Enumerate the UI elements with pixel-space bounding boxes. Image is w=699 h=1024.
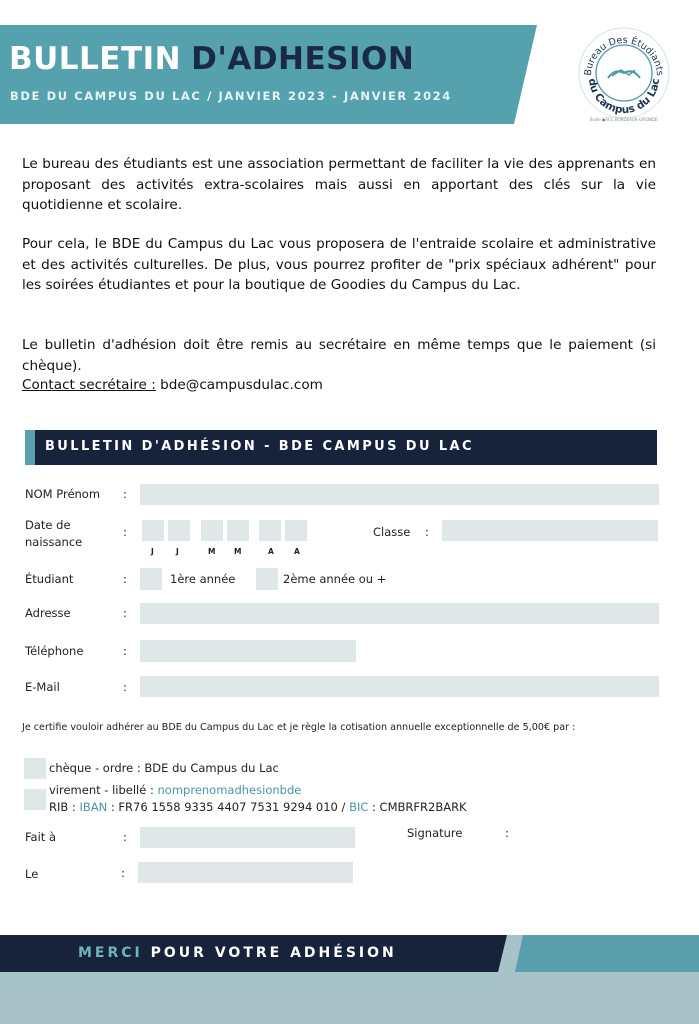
classe-label: Classe: [373, 525, 411, 539]
header-banner: [0, 25, 537, 124]
etudiant-label: Étudiant: [25, 572, 74, 586]
intro-paragraph-2: Pour cela, le BDE du Campus du Lac vous proposera de l'entraide scolaire et administrative et des activités culturelles. De plus, vous pourrez profiter de "prix spéciaux adhérent" pour les soirées étudiantes et pour la boutique de Goodies du Campus du Lac.: [22, 236, 656, 293]
date-label-line2: naissance: [25, 535, 83, 549]
option-second-year-checkbox[interactable]: [256, 568, 278, 590]
logo-text-top: Bureau Des Étudiants: [582, 34, 666, 77]
contact-label: Contact secrétaire :: [22, 377, 156, 393]
page-title: [9, 41, 414, 77]
virement-prefix: virement - libellé :: [49, 783, 154, 797]
nom-label: NOM Prénom: [25, 487, 101, 501]
contact-line: [22, 375, 323, 395]
cheque-label: chèque - ordre : BDE du Campus du Lac: [49, 761, 279, 775]
date-year-2[interactable]: [285, 520, 307, 541]
nom-field[interactable]: [140, 484, 659, 505]
intro-paragraph-1: Le bureau des étudiants est une association permettant de faciliter la vie des apprenants en proposant des activités extra-scolaires mais aussi en apportant des clés sur la vie quotidienne et scolaire.: [22, 156, 656, 213]
telephone-colon: :: [123, 644, 127, 658]
date-letter-a2: A: [294, 547, 300, 556]
le-field[interactable]: [138, 862, 353, 883]
le-colon: :: [121, 866, 125, 880]
cheque-checkbox[interactable]: [24, 758, 46, 779]
date-letter-j2: J: [176, 547, 179, 556]
adresse-field[interactable]: [140, 603, 659, 624]
footer-divider: [0, 927, 699, 935]
certify-text: Je certifie vouloir adhérer au BDE du Campus du Lac et je règle la cotisation annuelle exceptionnelle de 5,00€ par :: [22, 722, 576, 733]
logo-small-text: École ●ECC BORDEAUX-GIRONDE: [590, 117, 658, 122]
footer-rest: POUR VOTRE ADHÉSION: [150, 945, 397, 961]
email-label: E-Mail: [25, 680, 60, 694]
date-label-line1: Date de: [25, 518, 71, 532]
rib-line: [49, 800, 467, 814]
virement-line: [49, 783, 301, 797]
virement-checkbox[interactable]: [24, 789, 46, 810]
iban-value: : FR76 1558 9335 4407 7531 9294 010 /: [110, 800, 346, 814]
date-month-2[interactable]: [227, 520, 249, 541]
bic-value: : CMBRFR2BARK: [372, 800, 467, 814]
form-title-accent: [25, 430, 35, 465]
le-label: Le: [25, 867, 39, 881]
date-colon: :: [123, 525, 127, 539]
date-letter-a1: A: [268, 547, 274, 556]
fait-label: Fait à: [25, 830, 57, 844]
subtitle-part1: BDE DU CAMPUS DU LAC: [10, 89, 202, 103]
contact-email[interactable]: bde@campusdulac.com: [160, 377, 323, 393]
email-colon: :: [123, 680, 127, 694]
adresse-colon: :: [123, 606, 127, 620]
subtitle-separator: /: [207, 89, 213, 103]
footer-message: [78, 945, 397, 961]
fait-colon: :: [123, 830, 127, 844]
telephone-field[interactable]: [140, 640, 356, 662]
adresse-label: Adresse: [25, 606, 71, 620]
title-part2: D'ADHESION: [191, 41, 415, 77]
iban-label: IBAN: [79, 800, 108, 814]
date-day-2[interactable]: [168, 520, 190, 541]
intro-paragraph-3: Le bulletin d'adhésion doit être remis au secrétaire en même temps que le paiement (si chèque).: [22, 337, 656, 374]
date-year-1[interactable]: [259, 520, 281, 541]
classe-colon: :: [425, 525, 429, 539]
form-title: BULLETIN D'ADHÉSION - BDE CAMPUS DU LAC: [45, 439, 474, 454]
date-day-1[interactable]: [142, 520, 164, 541]
option-first-year-label: 1ère année: [170, 572, 236, 586]
signature-colon: :: [505, 826, 509, 840]
classe-field[interactable]: [442, 520, 658, 541]
telephone-label: Téléphone: [25, 644, 84, 658]
fait-field[interactable]: [140, 827, 355, 848]
bde-logo: [577, 26, 671, 120]
form-title-bar: [25, 430, 657, 465]
nom-colon: :: [123, 487, 127, 501]
subtitle-part2: JANVIER 2023 - JANVIER 2024: [218, 89, 452, 103]
date-month-1[interactable]: [201, 520, 223, 541]
date-letter-m1: M: [208, 547, 216, 556]
date-letter-m2: M: [234, 547, 242, 556]
signature-label: Signature: [407, 826, 463, 840]
footer-merci: MERCI: [78, 945, 143, 961]
title-part1: BULLETIN: [9, 41, 182, 77]
rib-label: RIB :: [49, 800, 76, 814]
option-first-year-checkbox[interactable]: [140, 568, 162, 590]
logo-text-bottom: du Campus du Lac: [585, 77, 663, 117]
virement-value: nomprenomadhesionbde: [157, 783, 302, 797]
bic-label: BIC: [349, 800, 369, 814]
email-field[interactable]: [140, 676, 659, 697]
option-second-year-label: 2ème année ou +: [283, 572, 387, 586]
etudiant-colon: :: [123, 572, 127, 586]
page-subtitle: [10, 89, 452, 103]
date-letter-j1: J: [151, 547, 154, 556]
